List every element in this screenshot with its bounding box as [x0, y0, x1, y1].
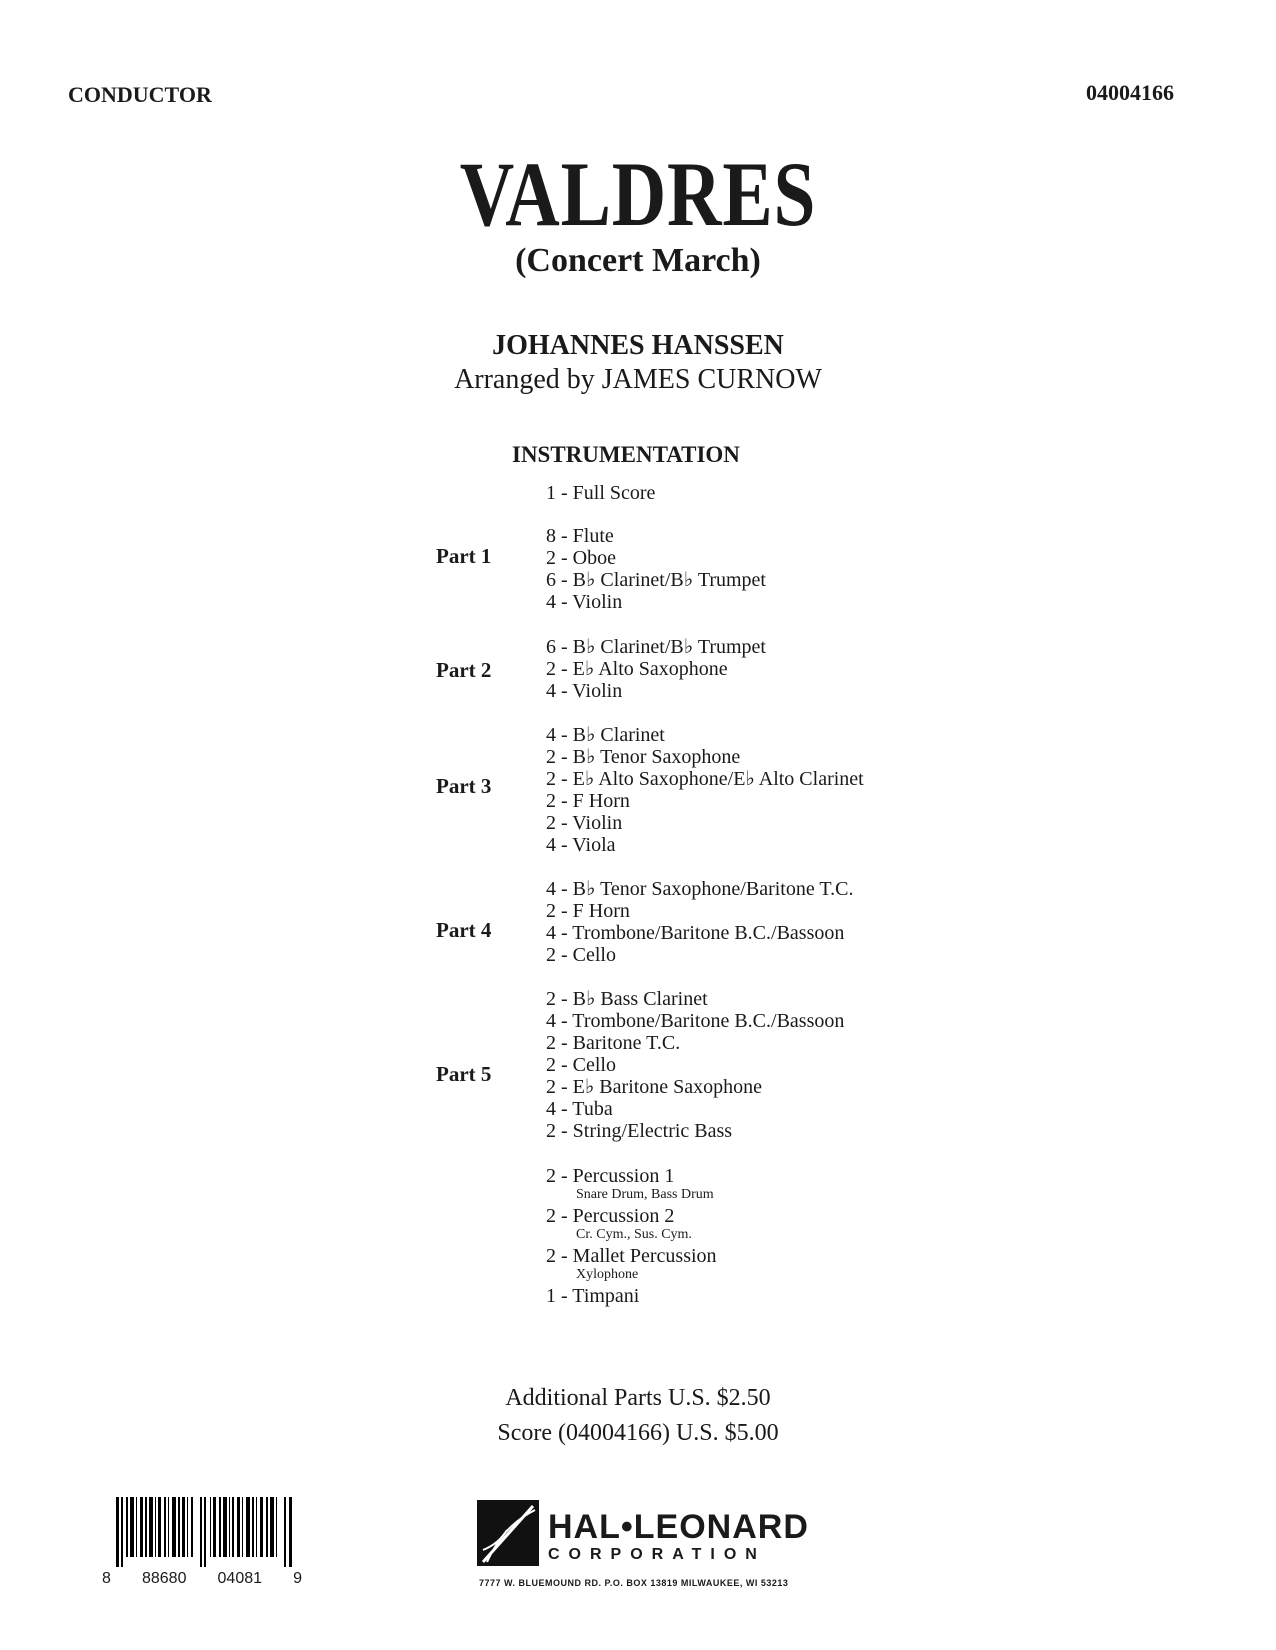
list-item: 4 - B♭ Clarinet — [546, 724, 665, 746]
part-1-label: Part 1 — [436, 544, 492, 568]
page-subtitle: (Concert March) — [515, 242, 761, 279]
list-item: 2 - E♭ Baritone Saxophone — [546, 1076, 763, 1098]
barcode-digit: 8 — [102, 1570, 111, 1587]
publisher-name: HAL•LEONARD — [548, 1508, 809, 1546]
list-item: 2 - E♭ Alto Saxophone/E♭ Alto Clarinet — [546, 768, 864, 790]
list-item: 6 - B♭ Clarinet/B♭ Trumpet — [546, 569, 766, 591]
barcode-digit: 04081 — [217, 1570, 263, 1587]
list-item: 4 - Violin — [546, 591, 623, 613]
barcode — [116, 1497, 292, 1567]
list-item: 2 - F Horn — [546, 900, 630, 922]
list-item: 2 - B♭ Tenor Saxophone — [546, 746, 741, 768]
percussion-1-detail: Snare Drum, Bass Drum — [576, 1187, 714, 1202]
list-item: 4 - Tuba — [546, 1098, 613, 1120]
list-item: 2 - F Horn — [546, 790, 630, 812]
list-item: 4 - B♭ Tenor Saxophone/Baritone T.C. — [546, 878, 854, 900]
mallet-detail: Xylophone — [576, 1267, 639, 1282]
list-item-mallet-percussion: 2 - Mallet Percussion — [546, 1245, 717, 1267]
list-item: 2 - String/Electric Bass — [546, 1120, 733, 1142]
instrumentation-heading: INSTRUMENTATION — [512, 442, 740, 467]
list-item-full-score: 1 - Full Score — [546, 482, 656, 504]
barcode-digit: 9 — [293, 1570, 302, 1587]
list-item-percussion-1: 2 - Percussion 1 — [546, 1165, 675, 1187]
list-item: 4 - Trombone/Baritone B.C./Bassoon — [546, 1010, 845, 1032]
part-5-label: Part 5 — [436, 1062, 492, 1086]
publisher-corporation: CORPORATION — [548, 1546, 766, 1563]
edition-label: CONDUCTOR — [68, 82, 212, 107]
list-item: 2 - E♭ Alto Saxophone — [546, 658, 728, 680]
part-2-label: Part 2 — [436, 658, 492, 682]
part-3-label: Part 3 — [436, 774, 492, 798]
list-item: 4 - Violin — [546, 680, 623, 702]
list-item: 2 - Baritone T.C. — [546, 1032, 681, 1054]
hal-leonard-logo-icon — [477, 1500, 547, 1570]
list-item: 2 - Cello — [546, 944, 616, 966]
barcode-digit: 88680 — [141, 1570, 187, 1587]
list-item: 2 - Violin — [546, 812, 623, 834]
list-item: 4 - Trombone/Baritone B.C./Bassoon — [546, 922, 845, 944]
page-title: VALDRES — [459, 143, 817, 245]
score-price: Score (04004166) U.S. $5.00 — [497, 1420, 779, 1446]
list-item: 8 - Flute — [546, 525, 614, 547]
catalog-number: 04004166 — [1086, 80, 1174, 105]
composer-name: JOHANNES HANSSEN — [492, 330, 784, 361]
list-item: 6 - B♭ Clarinet/B♭ Trumpet — [546, 636, 766, 658]
arranger-credit: Arranged by JAMES CURNOW — [454, 364, 822, 395]
percussion-2-detail: Cr. Cym., Sus. Cym. — [576, 1227, 692, 1242]
list-item: 4 - Viola — [546, 834, 616, 856]
list-item: 2 - Cello — [546, 1054, 616, 1076]
additional-parts-price: Additional Parts U.S. $2.50 — [505, 1385, 771, 1411]
part-4-label: Part 4 — [436, 918, 492, 942]
barcode-number — [102, 1570, 302, 1588]
list-item-timpani: 1 - Timpani — [546, 1285, 640, 1307]
list-item: 2 - Oboe — [546, 547, 616, 569]
list-item-percussion-2: 2 - Percussion 2 — [546, 1205, 675, 1227]
publisher-address: 7777 W. BLUEMOUND RD. P.O. BOX 13819 MILWAUKEE, WI 53213 — [479, 1578, 789, 1588]
list-item: 2 - B♭ Bass Clarinet — [546, 988, 708, 1010]
